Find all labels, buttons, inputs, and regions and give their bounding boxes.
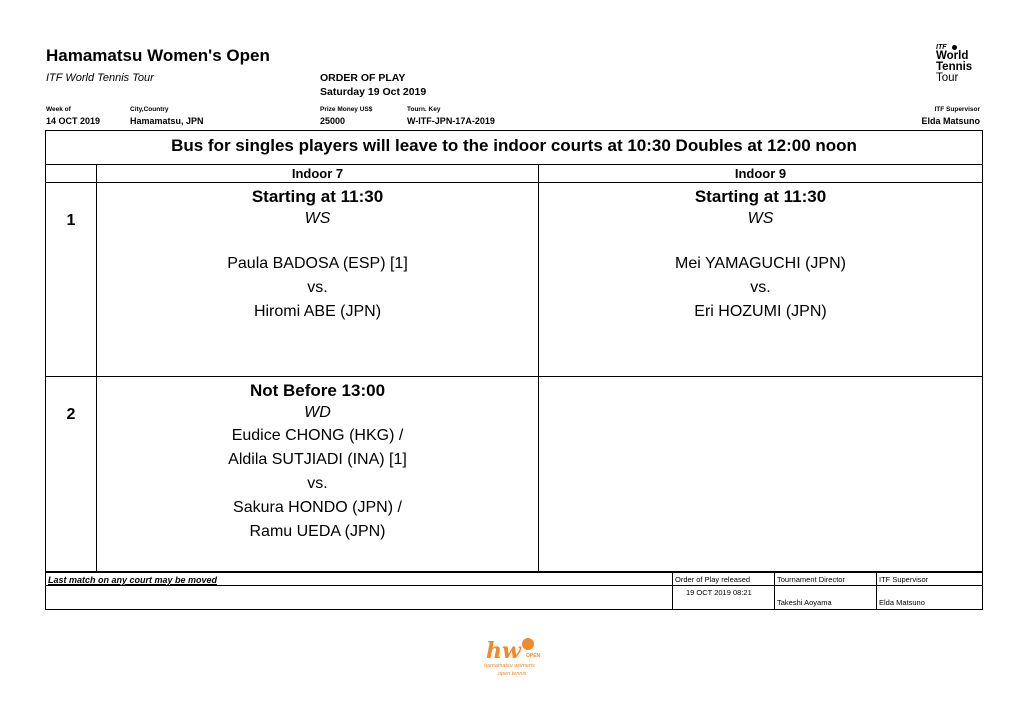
court-header-divider — [45, 182, 983, 183]
tourn-key-value: W-ITF-JPN-17A-2019 — [407, 116, 495, 126]
player-name: Paula BADOSA (ESP) [1] — [227, 255, 408, 272]
released-label: Order of Play released — [675, 575, 751, 584]
player-name: Hiromi ABE (JPN) — [253, 303, 382, 320]
match-card — [539, 186, 982, 324]
footer-supervisor-label: ITF Supervisor — [879, 575, 929, 584]
itf-world-tennis-tour-logo — [930, 44, 986, 90]
supervisor-label: ITF Supervisor — [934, 106, 980, 113]
logo-line-tennis: Tennis — [936, 61, 973, 73]
player-name: Sakura HONDO (JPN) / — [233, 499, 402, 516]
row-number: 1 — [66, 212, 76, 229]
player-name: Mei YAMAGUCHI (JPN) — [675, 255, 846, 272]
court-header-indoor-7: Indoor 7 — [291, 166, 344, 181]
match-start-time: Starting at 11:30 — [694, 187, 827, 206]
match-card — [97, 380, 538, 544]
prize-value: 25000 — [320, 116, 346, 126]
week-label: Week of — [46, 106, 71, 113]
player-name: Eri HOZUMI (JPN) — [694, 303, 827, 320]
order-of-play-label: ORDER OF PLAY — [320, 72, 406, 84]
hw-logo-subtitle: open tennis — [498, 671, 527, 677]
director-label: Tournament Director — [777, 575, 845, 584]
itf-logo-text: ITF — [936, 44, 947, 51]
versus-label: vs. — [307, 475, 328, 492]
week-value: 14 OCT 2019 — [46, 116, 101, 126]
hw-logo-subtitle: hamamatsu womens — [484, 663, 535, 669]
last-match-note: Last match on any court may be moved — [48, 575, 218, 585]
footer-divider — [45, 585, 983, 586]
banner-divider — [45, 164, 983, 165]
hw-logo-open: OPEN — [526, 653, 541, 659]
city-label: City,Country — [130, 106, 169, 113]
tournament-title: Hamamatsu Women's Open — [46, 46, 270, 65]
match-start-time: Not Before 13:00 — [249, 381, 386, 400]
row-number: 2 — [66, 406, 76, 423]
footer-supervisor-value: Elda Matsuno — [879, 598, 925, 607]
order-of-play-date: Saturday 19 Oct 2019 — [320, 86, 427, 98]
match-start-time: Starting at 11:30 — [251, 187, 384, 206]
versus-label: vs. — [750, 279, 771, 296]
player-name: Ramu UEDA (JPN) — [249, 523, 386, 540]
released-value: 19 OCT 2019 08:21 — [686, 588, 752, 597]
match-card — [97, 186, 538, 324]
logo-line-world: World — [936, 50, 969, 62]
hw-logo-mark: hw — [486, 638, 521, 664]
logo-line-tour: Tour — [936, 72, 959, 84]
footer-col-divider — [672, 572, 673, 610]
footer-col-divider — [876, 572, 877, 610]
prize-label: Prize Money US$ — [320, 106, 373, 113]
director-value: Takeshi Aoyama — [777, 598, 832, 607]
player-name: Aldila SUTJIADI (INA) [1] — [228, 451, 407, 468]
match-event: WD — [304, 404, 331, 421]
court-header-indoor-9: Indoor 9 — [734, 166, 787, 181]
row-divider — [45, 376, 983, 377]
player-name: Eudice CHONG (HKG) / — [231, 427, 404, 444]
tourn-key-label: Tourn. Key — [407, 106, 441, 113]
tennis-ball-icon — [522, 638, 534, 650]
hw-open-logo — [482, 636, 542, 680]
tour-subtitle: ITF World Tennis Tour — [46, 72, 154, 84]
bus-announcement: Bus for singles players will leave to the indoor courts at 10:30 Doubles at 12:00 noon — [171, 136, 857, 155]
footer-col-divider — [774, 572, 775, 610]
match-event: WS — [747, 210, 774, 227]
supervisor-value: Elda Matsuno — [921, 116, 980, 126]
versus-label: vs. — [307, 279, 328, 296]
match-event: WS — [304, 210, 331, 227]
city-value: Hamamatsu, JPN — [130, 116, 204, 126]
